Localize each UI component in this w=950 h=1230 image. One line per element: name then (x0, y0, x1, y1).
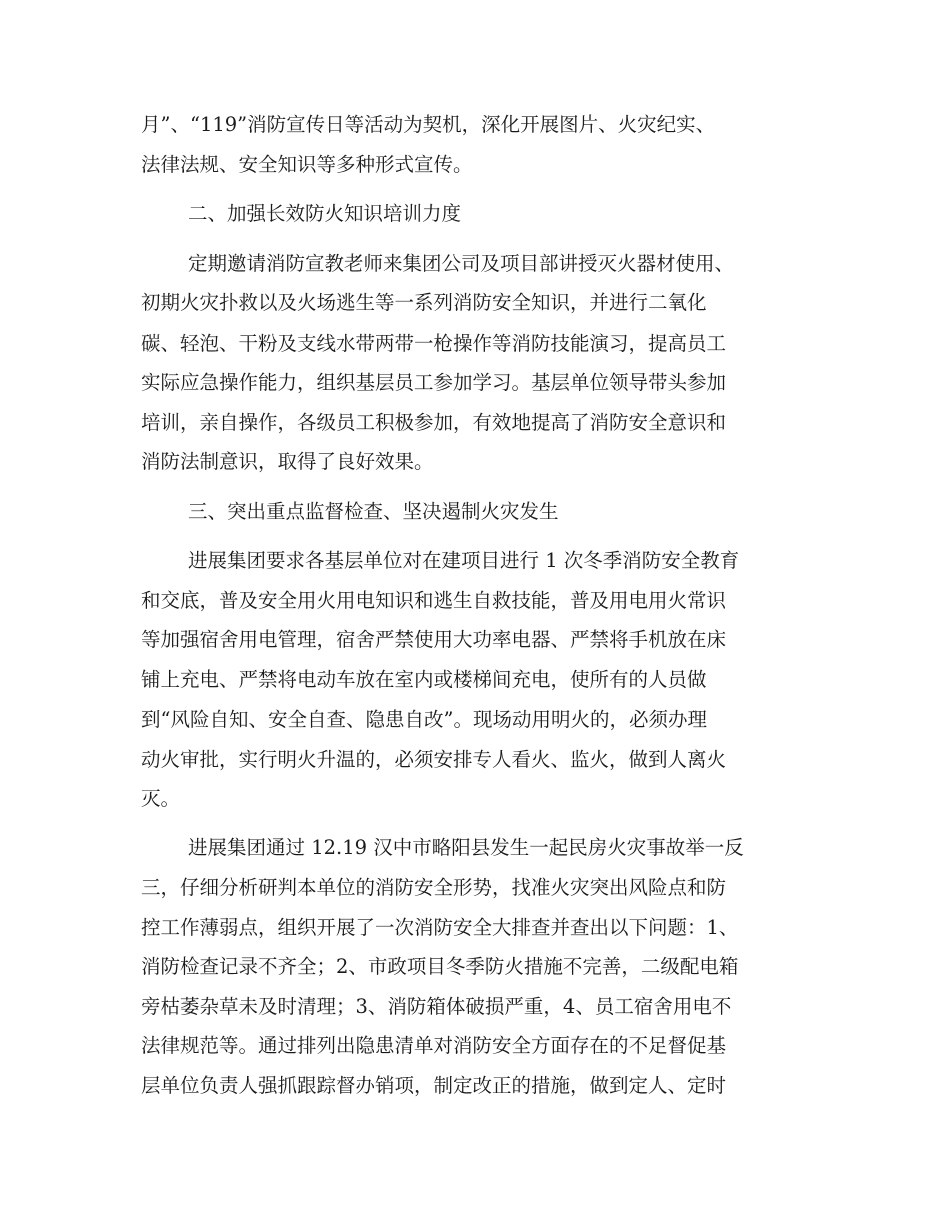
paragraph-line: 培训，亲自操作，各级员工积极参加，有效地提高了消防安全意识和 (141, 411, 727, 434)
paragraph-line: 月”、“119”消防宣传日等活动为契机，深化开展图片、火灾纪实、 (141, 113, 716, 136)
paragraph-line: 铺上充电、严禁将电动车放在室内或楼梯间充电，使所有的人员做 (141, 668, 707, 691)
paragraph-line: 进展集团要求各基层单位对在建项目进行 1 次冬季消防安全教育 (188, 549, 740, 572)
paragraph-line: 等加强宿舍用电管理，宿舍严禁使用大功率电器、严禁将手机放在床 (141, 628, 727, 651)
paragraph-line: 灭。 (141, 787, 181, 810)
paragraph-line: 碳、轻泡、干粉及支线水带两带一枪操作等消防技能演习，提高员工 (141, 332, 727, 355)
paragraph-line: 到“风险自知、安全自查、隐患自改”。现场动用明火的，必须办理 (141, 708, 707, 731)
section-heading: 二、加强长效防火知识培训力度 (188, 202, 462, 225)
paragraph-line: 定期邀请消防宣教老师来集团公司及项目部讲授灭火器材使用、 (188, 252, 735, 275)
paragraph-line: 消防检查记录不齐全；2、市政项目冬季防火措施不完善，二级配电箱 (141, 955, 739, 978)
paragraph-line: 法律规范等。通过排列出隐患清单对消防安全方面存在的不足督促基 (141, 1034, 727, 1057)
paragraph-line: 和交底，普及安全用火用电知识和逃生自救技能，普及用电用火常识 (141, 589, 727, 612)
paragraph-line: 旁枯萎杂草未及时清理；3、消防箱体破损严重，4、员工宿舍用电不 (141, 995, 732, 1018)
paragraph-line: 消防法制意识，取得了良好效果。 (141, 450, 434, 473)
paragraph-line: 三，仔细分析研判本单位的消防安全形势，找准火灾突出风险点和防 (141, 876, 727, 899)
paragraph-line: 初期火灾扑救以及火场逃生等一系列消防安全知识，并进行二氧化 (141, 291, 707, 314)
paragraph-line: 层单位负责人强抓跟踪督办销项，制定改正的措施，做到定人、定时 (141, 1074, 727, 1097)
section-heading: 三、突出重点监督检查、坚决遏制火灾发生 (188, 500, 559, 523)
paragraph-line: 控工作薄弱点，组织开展了一次消防安全大排查并查出以下问题：1、 (141, 916, 739, 939)
paragraph-line: 实际应急操作能力，组织基层员工参加学习。基层单位领导带头参加 (141, 371, 727, 394)
paragraph-line: 法律法规、安全知识等多种形式宣传。 (141, 153, 473, 176)
paragraph-line: 进展集团通过 12.19 汉中市略阳县发生一起民房火灾事故举一反 (188, 836, 744, 859)
paragraph-line: 动火审批，实行明火升温的，必须安排专人看火、监火，做到人离火 (141, 748, 727, 771)
